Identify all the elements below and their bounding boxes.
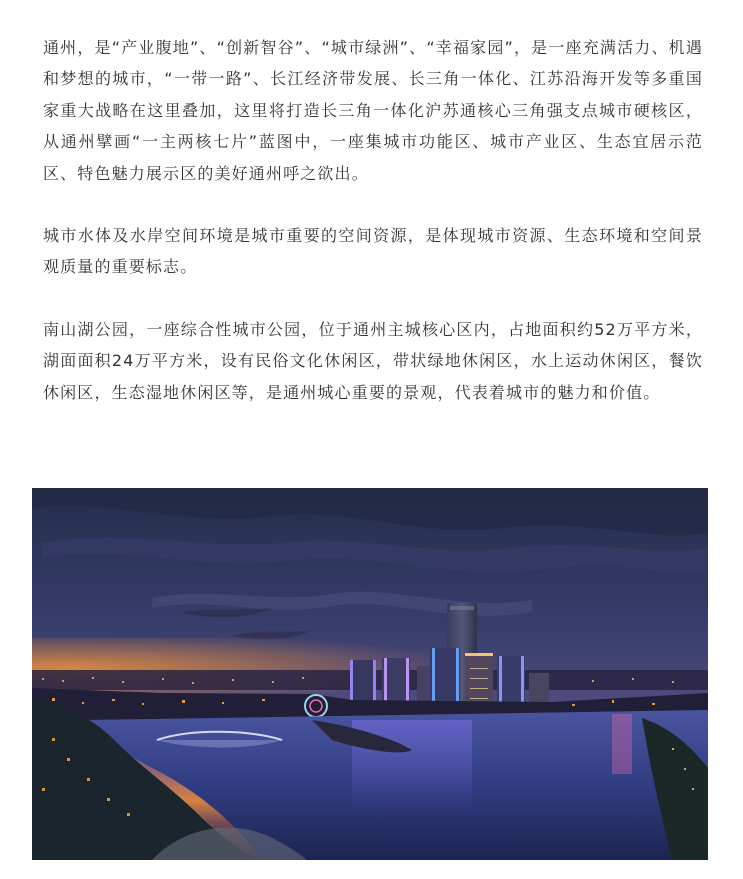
paragraph-intro: 通州，是“产业腹地”、“创新智谷”、“城市绿洲”、“幸福家园”，是一座充满活力、机遇和梦想的城市，“一带一路”、长江经济带发展、长三角一体化、江苏沿海开发等多重国家重大战略在这里叠加，这里将打造长三角一体化沪苏通核心三角强支点城市硬核区，从通州擘画“一主两核七片”蓝图中，一座集城市功能区、城市产业区、生态宜居示范区、特色魅力展示区的美好通州呼之欲出。 (43, 38, 703, 183)
paragraph-nanshan-lake-park: 南山湖公园，一座综合性城市公园，位于通州主城核心区内，占地面积约52万平方米，湖面面积24万平方米，设有民俗文化休闲区，带状绿地休闲区，水上运动休闲区，餐饮休闲区，生态湿地休闲区等，是通州城心重要的景观，代表着城市的魅力和价值。 (43, 319, 703, 402)
article-body (43, 32, 703, 408)
city-night-photo (32, 488, 708, 860)
paragraph-waterfront: 城市水体及水岸空间环境是城市重要的空间资源，是体现城市资源、生态环境和空间景观质量的重要标志。 (43, 226, 703, 277)
